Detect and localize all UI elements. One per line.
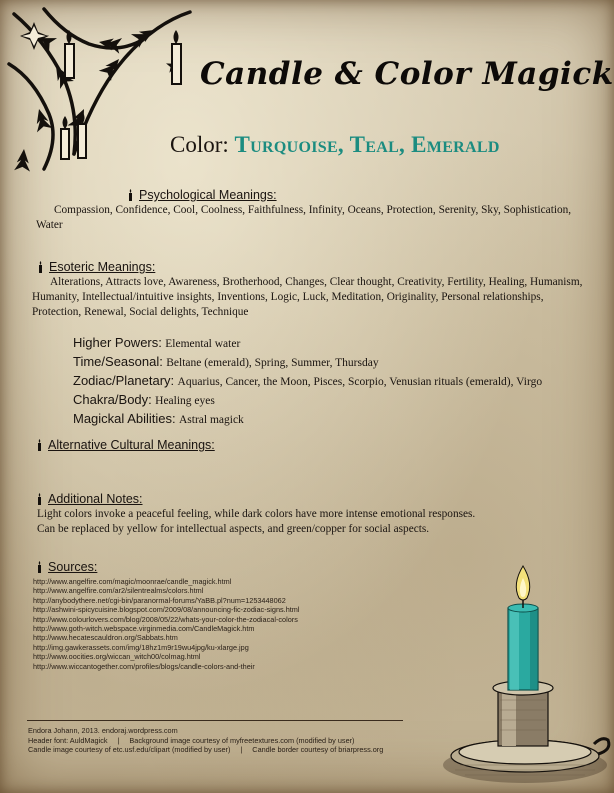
source-link[interactable]: http://www.hecatescauldron.org/Sabbats.htm: [33, 633, 178, 643]
attr-magickal-abilities: Magickal Abilities: Astral magick: [73, 411, 244, 426]
color-heading: [170, 132, 500, 158]
source-link[interactable]: http://img.gawkerassets.com/img/18hz1m9r19wu4jpg/ku-xlarge.jpg: [33, 642, 249, 652]
footer-divider: [27, 720, 403, 721]
sources-section: [37, 560, 97, 575]
source-link[interactable]: http://www.angelfire.com/ar2/silentrealms/colors.html: [33, 586, 204, 596]
esoteric-heading: [38, 260, 584, 275]
alternative-section: [37, 438, 215, 453]
notes-heading: [37, 492, 582, 507]
source-link[interactable]: http://www.angelfire.com/magic/moonrae/candle_magick.html: [33, 577, 232, 586]
psychological-text: Compassion, Confidence, Cool, Coolness, Faithfulness, Infinity, Oceans, Protection, Serenity, Sky, Sophistication, Water: [36, 204, 572, 231]
sources-list: [33, 577, 299, 671]
source-link[interactable]: http://www.oocities.org/wiccan_witch00/colmag.html: [33, 652, 201, 662]
psychological-heading: [128, 188, 582, 203]
attr-time-seasonal: Time/Seasonal: Beltane (emerald), Spring, Summer, Thursday: [73, 354, 379, 369]
esoteric-text: Alterations, Attracts love, Awareness, Brotherhood, Changes, Clear thought, Creativity, Fertility, Healing, Humanism, Humanity, Intellectual/intuitive insights, Inventions, Logic, Luck, Meditation, Originality, Personal relationships, Protection, Renewal, Social delights, Technique: [32, 276, 583, 318]
candle-icon: [37, 493, 42, 505]
esoteric-section: [32, 260, 584, 320]
footer-line-2: Header font: AuldMagick | Background image courtesy of myfreetextures.com (modified by user): [28, 735, 355, 745]
source-link[interactable]: http://www.colourlovers.com/blog/2008/05/22/whats-your-color-the-zodiacal-colors: [33, 614, 298, 624]
psychological-section: [36, 188, 582, 233]
source-link[interactable]: http://anybodythere.net/cgi-bin/paranormal-forums/YaBB.pl?num=1253448062: [33, 595, 286, 605]
attr-chakra-body: Chakra/Body: Healing eyes: [73, 392, 215, 407]
candle-icon: [128, 189, 133, 201]
alternative-heading-text: Alternative Cultural Meanings:: [48, 438, 215, 452]
color-value: Turquoise, Teal, Emerald: [234, 132, 500, 157]
attributes-list: [73, 334, 542, 429]
alternative-heading: [37, 438, 215, 453]
source-link[interactable]: http://ashwini-spicycuisine.blogspot.com/2009/08/announcing-fic-zodiac-signs.html: [33, 605, 300, 615]
footer-credits: [28, 726, 383, 755]
notes-heading-text: Additional Notes:: [48, 492, 143, 506]
footer-author: Endora Johann, 2013. endoraj.wordpress.com: [28, 726, 178, 735]
source-link[interactable]: http://www.wiccantogether.com/profiles/blogs/candle-colors-and-their: [33, 661, 255, 671]
candle-icon: [37, 561, 42, 573]
notes-line-1: Light colors invoke a peaceful feeling, while dark colors have more intense emotional responses.: [37, 508, 476, 520]
candle-illustration: [430, 560, 614, 788]
psychological-heading-text: Psychological Meanings:: [139, 188, 277, 202]
esoteric-heading-text: Esoteric Meanings:: [49, 260, 156, 274]
footer-line-3: Candle image courtesy of etc.usf.edu/clipart (modified by user) | Candle border courtesy of briarpress.org: [28, 745, 384, 755]
attr-zodiac-planetary: Zodiac/Planetary: Aquarius, Cancer, the Moon, Pisces, Scorpio, Venusian rituals (emerald), Virgo: [73, 373, 543, 388]
candle-icon: [37, 439, 42, 451]
color-label: Color:: [170, 132, 229, 157]
candle-icon: [38, 261, 43, 273]
page-title: Candle & Color Magick: [200, 56, 614, 92]
sources-heading: [37, 560, 97, 575]
sources-heading-text: Sources:: [48, 560, 98, 574]
source-link[interactable]: http://www.goth-witch.webspace.virginmedia.com/CandleMagick.htm: [33, 624, 255, 634]
notes-section: [37, 492, 582, 537]
notes-line-2: Can be replaced by yellow for intellectual aspects, and green/copper for social aspects.: [37, 523, 430, 535]
attr-higher-powers: Higher Powers: Elemental water: [73, 335, 241, 350]
